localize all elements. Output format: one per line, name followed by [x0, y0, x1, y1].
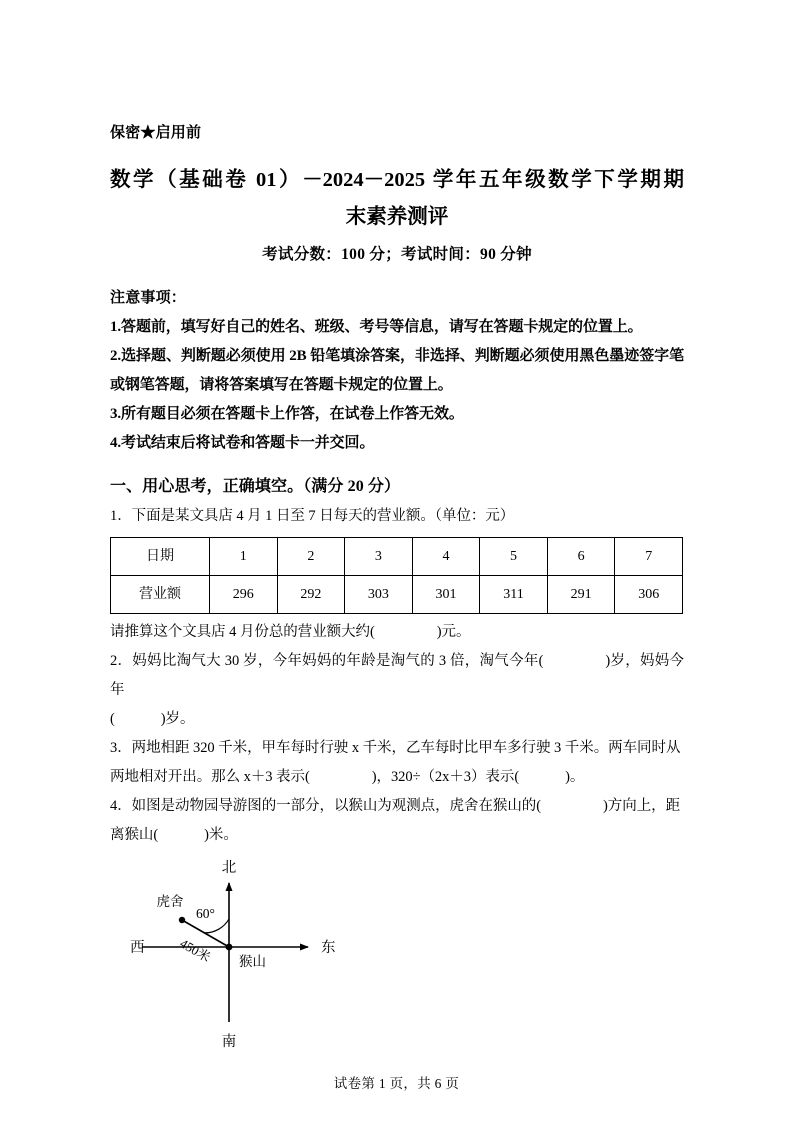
notice-item: 1.答题前，填写好自己的姓名、班级、考号等信息，请写在答题卡规定的位置上。: [110, 319, 643, 335]
table-cell: 5: [480, 538, 548, 576]
question-1-followup-a: 请推算这个文具店 4 月份总的营业额大约(: [110, 624, 375, 640]
compass-diagram-svg: [112, 854, 412, 1054]
table-cell: 4: [412, 538, 480, 576]
question-3-text-a: 两地相对开出。那么 x＋3 表示(: [110, 769, 310, 785]
table-cell: 1: [210, 538, 278, 576]
page-title: 数学（基础卷 01）－2024－2025 学年五年级数学下学期期: [110, 169, 684, 191]
diagram-label-south: 南: [221, 1034, 237, 1050]
diagram-label-angle: 60°: [196, 906, 215, 921]
question-2-text-d: )岁。: [160, 711, 195, 727]
notices-heading: 注意事项：: [110, 290, 187, 306]
table-cell: 303: [345, 576, 413, 614]
secrecy-notice: 保密★启用前: [110, 125, 202, 141]
table-cell: 296: [210, 576, 278, 614]
question-1-followup-b: )元。: [436, 624, 471, 640]
question-4-line2: [110, 821, 684, 850]
diagram-label-origin: 猴山: [239, 954, 266, 969]
notices-block: [110, 284, 684, 458]
question-1-stem: 1．下面是某文具店 4 月 1 日至 7 日每天的营业额。（单位：元）: [110, 508, 515, 524]
question-3-text-b: )，320÷（2x＋3）表示(: [371, 769, 520, 785]
table-cell: 3: [345, 538, 413, 576]
table-cell: 292: [277, 576, 345, 614]
page-content: [110, 122, 684, 1054]
diagram-label-tiger-house: 虎舍: [156, 894, 184, 909]
table-cell: 2: [277, 538, 345, 576]
question-3-line2: [110, 763, 684, 792]
diagram-label-distance: 450米: [177, 935, 214, 965]
section-heading: 一、用心思考，正确填空。（满分 20 分）: [110, 478, 401, 495]
question-1-followup: [110, 618, 684, 647]
table-cell: 311: [480, 576, 548, 614]
revenue-table: [110, 537, 683, 614]
table-row-label: 营业额: [111, 576, 210, 614]
notice-item: 2.选择题、判断题必须使用 2B 铅笔填涂答案，非选择、判断题必须使用黑色墨迹签字笔或钢笔答题，请将答案填写在答题卡规定的位置上。: [110, 348, 684, 393]
exam-meta: 考试分数：100 分；考试时间：90 分钟: [262, 246, 532, 263]
angle-arc: [205, 919, 229, 933]
diagram-label-west: 西: [130, 940, 145, 956]
question-3-line1: 3．两地相距 320 千米，甲车每时行驶 x 千米，乙车每时比甲车多行驶 3 千米。两车同时从: [110, 740, 681, 756]
question-4-text-c: 离猴山(: [110, 827, 159, 843]
page-title-line2: 末素养测评: [345, 206, 449, 228]
table-cell: 306: [615, 576, 683, 614]
question-4-text-a: 4．如图是动物园导游图的一部分，以猴山为观测点，虎舍在猴山的(: [110, 798, 542, 814]
diagram-label-north: 北: [221, 860, 237, 876]
tiger-house-point-marker: [179, 917, 185, 923]
notice-item: 3.所有题目必须在答题卡上作答，在试卷上作答无效。: [110, 406, 464, 422]
question-2-text-c: (: [110, 711, 115, 727]
diagram-label-east: 东: [321, 940, 336, 956]
question-4-text-b: )方向上，距: [603, 798, 681, 814]
question-4-line1: [110, 792, 684, 821]
notice-item: 4.考试结束后将试卷和答题卡一并交回。: [110, 435, 375, 451]
question-2-text-b: )岁，妈妈今年: [110, 653, 685, 698]
table-row-label: 日期: [111, 538, 210, 576]
table-cell: 7: [615, 538, 683, 576]
zoo-map-diagram: [112, 854, 412, 1054]
table-cell: 6: [547, 538, 615, 576]
question-2-line1: [110, 647, 684, 705]
table-cell: 301: [412, 576, 480, 614]
question-2-line2: [110, 705, 684, 734]
table-row: [111, 576, 683, 614]
origin-point-marker: [226, 944, 233, 951]
question-4-text-d: )米。: [204, 827, 238, 843]
page-footer: 试卷第 1 页，共 6 页: [333, 1076, 460, 1091]
question-2-text-a: 2．妈妈比淘气大 30 岁，今年妈妈的年龄是淘气的 3 倍，淘气今年(: [110, 653, 544, 669]
table-cell: 291: [547, 576, 615, 614]
table-row: [111, 538, 683, 576]
question-3-text-c: )。: [565, 769, 585, 785]
